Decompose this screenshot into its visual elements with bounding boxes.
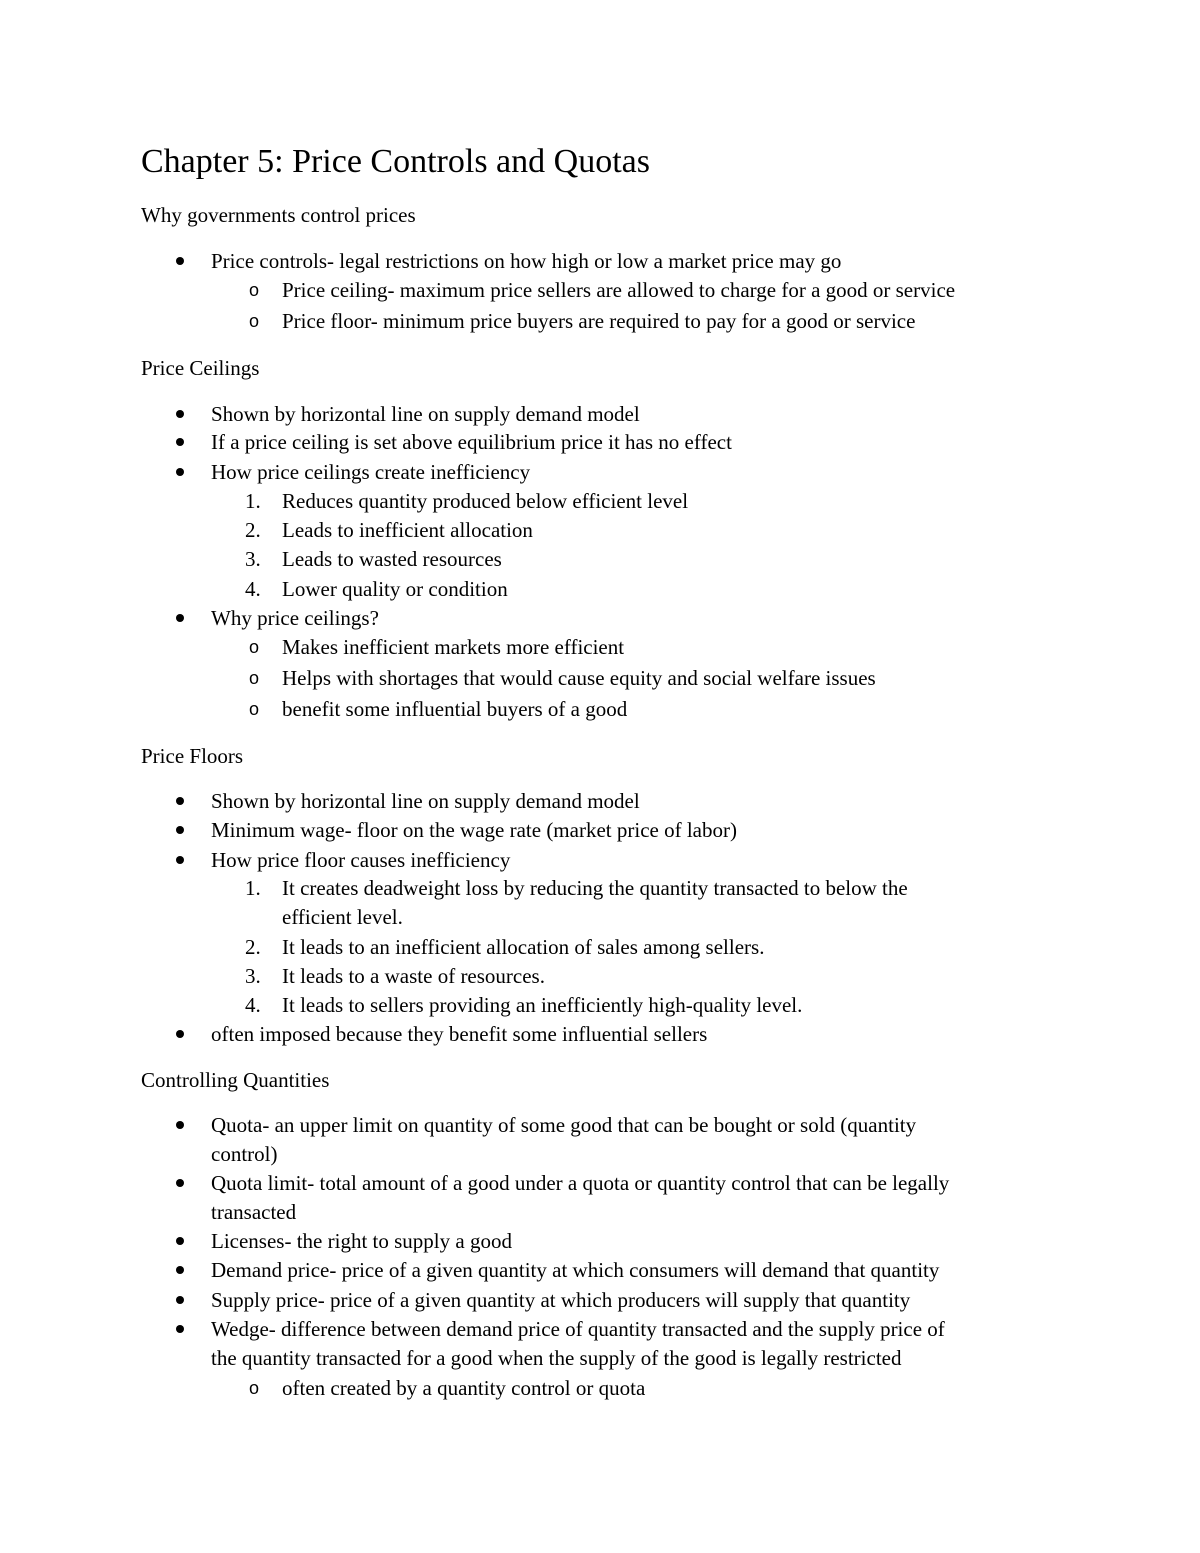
numbered-list-item: Leads to wasted resources [282,547,502,571]
list-number: 3. [245,547,261,571]
list-item-continued: transacted [211,1200,297,1224]
bullet-icon [176,1325,184,1333]
list-number: 2. [245,518,261,542]
bullet-icon [176,468,184,476]
bullet-icon [176,1296,184,1304]
numbered-list-item: Reduces quantity produced below efficient level [282,489,689,513]
circle-bullet-icon: o [249,311,260,331]
list-item: Price controls- legal restrictions on how high or low a market price may go [211,249,842,273]
section-heading-why-governments: Why governments control prices [141,203,416,227]
bullet-icon [176,1030,184,1038]
circle-bullet-icon: o [249,280,260,300]
list-item: Quota- an upper limit on quantity of some good that can be bought or sold (quantity [211,1113,917,1137]
numbered-list-item-continued: efficient level. [282,905,403,929]
page-title: Chapter 5: Price Controls and Quotas [141,143,650,180]
bullet-icon [176,1121,184,1129]
section-heading-price-ceilings: Price Ceilings [141,356,260,380]
bullet-icon [176,1266,184,1274]
sub-list-item: often created by a quantity control or quota [282,1376,646,1400]
numbered-list-item: It leads to an inefficient allocation of sales among sellers. [282,935,765,959]
numbered-list-item: It creates deadweight loss by reducing the quantity transacted to below the [282,876,908,900]
list-item: often imposed because they benefit some influential sellers [211,1022,708,1046]
bullet-icon [176,1179,184,1187]
sub-list-item: Price ceiling- maximum price sellers are allowed to charge for a good or service [282,278,956,302]
list-number: 2. [245,935,261,959]
bullet-icon [176,826,184,834]
list-number: 1. [245,876,261,900]
sub-list-item: Makes inefficient markets more efficient [282,635,625,659]
list-number: 1. [245,489,261,513]
list-item: Demand price- price of a given quantity at which consumers will demand that quantity [211,1258,940,1282]
list-item: If a price ceiling is set above equilibrium price it has no effect [211,430,732,454]
list-item-continued: the quantity transacted for a good when the supply of the good is legally restricted [211,1346,902,1370]
section-heading-controlling-quantities: Controlling Quantities [141,1068,330,1092]
list-item: Wedge- difference between demand price of quantity transacted and the supply price of [211,1317,945,1341]
numbered-list-item: It leads to a waste of resources. [282,964,545,988]
list-item: How price ceilings create inefficiency [211,460,531,484]
list-item: Shown by horizontal line on supply demand model [211,402,640,426]
sub-list-item: benefit some influential buyers of a good [282,697,628,721]
circle-bullet-icon: o [249,637,260,657]
numbered-list-item: It leads to sellers providing an inefficiently high-quality level. [282,993,803,1017]
numbered-list-item: Lower quality or condition [282,577,508,601]
list-item-continued: control) [211,1142,278,1166]
bullet-icon [176,797,184,805]
bullet-icon [176,438,184,446]
list-number: 4. [245,993,261,1017]
list-item: Shown by horizontal line on supply demand model [211,789,640,813]
list-item: Minimum wage- floor on the wage rate (market price of labor) [211,818,737,842]
list-item: Supply price- price of a given quantity at which producers will supply that quantity [211,1288,911,1312]
circle-bullet-icon: o [249,1378,260,1398]
list-item: Why price ceilings? [211,606,379,630]
bullet-icon [176,257,184,265]
bullet-icon [176,856,184,864]
section-heading-price-floors: Price Floors [141,744,244,768]
list-number: 4. [245,577,261,601]
list-item: How price floor causes inefficiency [211,848,511,872]
list-item: Licenses- the right to supply a good [211,1229,512,1253]
list-item: Quota limit- total amount of a good under a quota or quantity control that can be legally [211,1171,950,1195]
bullet-icon [176,614,184,622]
list-number: 3. [245,964,261,988]
bullet-icon [176,1237,184,1245]
sub-list-item: Price floor- minimum price buyers are required to pay for a good or service [282,309,916,333]
numbered-list-item: Leads to inefficient allocation [282,518,533,542]
sub-list-item: Helps with shortages that would cause equity and social welfare issues [282,666,876,690]
circle-bullet-icon: o [249,699,260,719]
bullet-icon [176,410,184,418]
circle-bullet-icon: o [249,668,260,688]
